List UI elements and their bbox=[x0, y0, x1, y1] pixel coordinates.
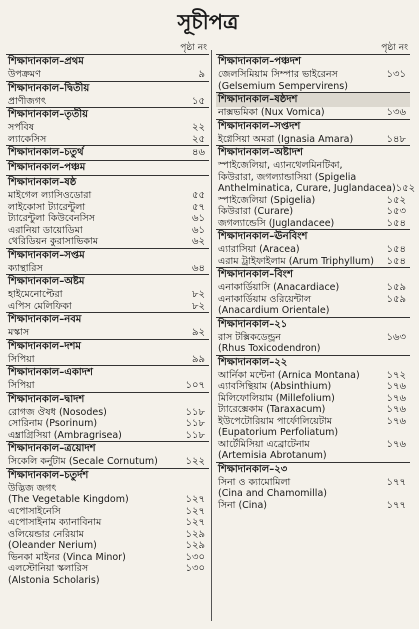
page-number: ১৩১ bbox=[386, 69, 406, 80]
entry-title: আর্টেমিসিয়া এব্রোটেনাম bbox=[218, 438, 310, 450]
toc-section-heading: শিক্ষাদানকাল–ঊনবিংশ bbox=[216, 229, 410, 244]
entry-title: সর্পবিষ bbox=[8, 122, 34, 133]
toc-section-heading: শিক্ষাদানকাল–২২ bbox=[216, 355, 410, 370]
toc-entry bbox=[216, 294, 410, 306]
toc-entry bbox=[216, 256, 410, 268]
toc-entry bbox=[6, 69, 209, 81]
entry-title: (Gelsemium Sempervirens) bbox=[218, 80, 348, 92]
toc-entry bbox=[216, 282, 410, 294]
page-number: ১৩০ bbox=[185, 563, 205, 574]
toc-entry bbox=[216, 218, 410, 230]
page-number: ১২৭ bbox=[185, 494, 205, 505]
toc-entry bbox=[6, 289, 209, 301]
section-title: শিক্ষাদানকাল–চতুর্থ bbox=[8, 147, 84, 158]
toc-entry bbox=[6, 563, 209, 575]
entry-title: (The Vegetable Kingdom) bbox=[8, 494, 129, 505]
page-number: ১৬৩ bbox=[386, 331, 406, 343]
toc-entry bbox=[216, 343, 410, 355]
toc-entry bbox=[216, 183, 416, 195]
toc-section-heading: শিক্ষাদানকাল–পঞ্চম bbox=[6, 160, 209, 175]
toc-entry bbox=[6, 483, 209, 495]
page-number: ৯৯ bbox=[192, 353, 205, 365]
toc-entry bbox=[216, 172, 410, 184]
toc-section-heading: শিক্ষাদানকাল–প্রথম bbox=[6, 54, 209, 69]
entry-title: ল্যাকেসিস bbox=[8, 133, 47, 145]
toc-entry bbox=[216, 160, 410, 172]
toc-section-heading: শিক্ষাদানকাল–দশম bbox=[6, 339, 209, 354]
toc-right-column bbox=[216, 43, 416, 511]
toc-entry bbox=[216, 134, 410, 146]
toc-entry bbox=[216, 488, 410, 500]
toc-entry bbox=[6, 96, 209, 108]
toc-section-heading: শিক্ষাদানকাল–বিংশ bbox=[216, 267, 410, 282]
toc-entry bbox=[216, 439, 410, 451]
toc-section-heading: শিক্ষাদানকাল–সপ্তদশ bbox=[216, 119, 410, 134]
toc-entry bbox=[6, 263, 209, 275]
page-number: ১৫২ bbox=[386, 194, 406, 206]
page-number: ১৭৬ bbox=[386, 381, 406, 392]
toc-entry bbox=[6, 190, 209, 202]
toc-section-heading: শিক্ষাদানকাল–তৃতীয় bbox=[6, 107, 209, 122]
toc-entry bbox=[6, 301, 209, 313]
page-number: ১৫৯ bbox=[386, 293, 406, 305]
entry-title: এপিস মেলিফিকা bbox=[8, 300, 72, 312]
page-number: ২২ bbox=[191, 122, 205, 133]
entry-title: এ্যারাসিয়া (Aracea) bbox=[218, 244, 300, 255]
entry-title: সিপিয়া bbox=[8, 353, 35, 365]
entry-title: (Oleander Nerium) bbox=[8, 540, 97, 551]
toc-entry bbox=[216, 69, 410, 81]
toc-section-heading: শিক্ষাদানকাল–পঞ্চদশ bbox=[216, 54, 410, 69]
page-number: ১৫৯ bbox=[386, 282, 406, 293]
page-number: ১৫৪ bbox=[386, 244, 406, 255]
page-number: ১৫৩ bbox=[386, 206, 406, 217]
page-number: ১৭৬ bbox=[386, 415, 406, 427]
page-number: ১৫ bbox=[192, 95, 205, 107]
entry-title: স্পাইজেলিয়া (Spigelia) bbox=[218, 194, 316, 206]
page-number: ১৫২ bbox=[395, 183, 416, 194]
page-number: ১২৭ bbox=[185, 517, 205, 528]
toc-entry bbox=[6, 418, 209, 430]
toc-entry bbox=[6, 354, 209, 366]
entry-title: সিপিয়া bbox=[8, 380, 35, 391]
toc-entry bbox=[216, 477, 410, 489]
toc-entry bbox=[216, 332, 410, 344]
toc-entry bbox=[6, 456, 209, 468]
entry-title: ট্যারেক্সেকাম (Taraxacum) bbox=[218, 404, 326, 415]
toc-entry bbox=[6, 494, 209, 506]
toc-entry bbox=[216, 450, 410, 462]
toc-entry bbox=[216, 427, 410, 439]
entry-title: ইগ্নেসিয়া অমরা (Ignasia Amara) bbox=[218, 133, 354, 145]
toc-entry bbox=[216, 381, 410, 393]
page-number: ১৭৬ bbox=[386, 438, 406, 450]
entry-title: জেলসিমিয়াম সিম্পার ভাইরেনস bbox=[218, 69, 338, 80]
page-number: ১১৮ bbox=[185, 406, 205, 418]
toc-section-heading: শিক্ষাদানকাল–২১ bbox=[216, 317, 410, 332]
entry-title: Anthelminatica, Curare, Juglandacea) bbox=[218, 183, 396, 194]
toc-section-heading: শিক্ষাদানকাল–দ্বাদশ bbox=[6, 392, 209, 407]
entry-title: স্পাইজেলিয়া, এ্যানথেলমিনটিকা, bbox=[218, 160, 343, 171]
toc-section-heading: শিক্ষাদানকাল–ত্রয়োদশ bbox=[6, 441, 209, 456]
page-number: ৫৭ bbox=[192, 201, 205, 213]
page-number-header: পৃষ্ঠা নং bbox=[180, 43, 207, 53]
entry-title: মাইগেল ল্যাসিওডোরা bbox=[8, 190, 92, 201]
page-number: ১২২ bbox=[185, 456, 205, 467]
toc-section-heading: শিক্ষাদানকাল–চতুর্দশ bbox=[6, 468, 209, 483]
page-number: ৫৫ bbox=[192, 190, 205, 201]
toc-entry bbox=[6, 517, 209, 529]
entry-title: সিনা (Cina) bbox=[218, 499, 267, 511]
toc-entry bbox=[216, 195, 410, 207]
entry-title: (Alstonia Scholaris) bbox=[8, 574, 100, 586]
entry-title: নাক্সভমিকা (Nux Vomica) bbox=[218, 107, 325, 118]
entry-title: এরানিয়া ডায়োডিমা bbox=[8, 224, 83, 236]
toc-entry bbox=[6, 529, 209, 541]
page-number: ১৩০ bbox=[185, 551, 205, 563]
entry-title: ক্যান্থারিস bbox=[8, 262, 43, 274]
entry-title: (Eupatorium Perfoliatum) bbox=[218, 427, 339, 438]
page-number: ৪৬ bbox=[192, 147, 205, 158]
entry-title: এলস্টোনিয়া স্কলারিস bbox=[8, 563, 89, 574]
entry-title: কিউরারা, জগল্যান্ডাসিয়া (Spigelia bbox=[218, 171, 357, 183]
toc-entry bbox=[6, 407, 209, 419]
entry-title: মস্কাস bbox=[8, 327, 30, 338]
page-number: ১২৯ bbox=[185, 528, 205, 540]
toc-section-heading: শিক্ষাদানকাল–ষষ্ঠদশ bbox=[216, 92, 410, 107]
toc-left-column bbox=[6, 44, 209, 586]
entry-title: এম্ব্রাগ্রিসিয়া (Ambragrisea) bbox=[8, 429, 122, 441]
page-number: ৬১ bbox=[192, 224, 205, 236]
toc-section-heading: শিক্ষাদানকাল–২৩ bbox=[216, 462, 410, 477]
toc-entry bbox=[6, 380, 209, 392]
toc-entry bbox=[6, 552, 209, 564]
column-divider bbox=[211, 50, 212, 621]
toc-entry bbox=[6, 202, 209, 214]
toc-entry bbox=[6, 327, 209, 339]
toc-entry bbox=[216, 206, 410, 218]
toc-entry bbox=[216, 500, 410, 512]
entry-title: মিলিফোলিয়াম (Millefolium) bbox=[218, 392, 335, 404]
entry-title: এপোসাইনাম ক্যানাবিনাম bbox=[8, 517, 102, 528]
entry-title: ভিনকা মাইনর (Vinca Minor) bbox=[8, 551, 126, 563]
entry-title: (Anacardium Orientale) bbox=[218, 305, 330, 316]
entry-title: সিনা ও ক্যামোমিলা bbox=[218, 476, 291, 488]
toc-entry bbox=[6, 236, 209, 248]
entry-title: (Rhus Toxicodendron) bbox=[218, 343, 321, 354]
entry-title: এরাম ট্রাইফাইলাম (Arum Triphyllum) bbox=[218, 255, 375, 267]
page-number: ৯২ bbox=[192, 327, 205, 338]
page-number: ১৭২ bbox=[386, 369, 406, 381]
toc-entry bbox=[216, 393, 410, 405]
toc-section-heading: শিক্ষাদানকাল–নবম bbox=[6, 312, 209, 327]
toc-entry bbox=[6, 213, 209, 225]
entry-title: সিকেলি কর্নুটাম (Secale Cornutum) bbox=[8, 456, 158, 467]
page-number: ১৫৪ bbox=[386, 217, 406, 229]
entry-title: রাস টক্সিকডেন্ড্রন bbox=[218, 331, 281, 343]
toc-section-heading: শিক্ষাদানকাল–ষষ্ঠ bbox=[6, 175, 209, 190]
entry-title: কিউরারা (Curare) bbox=[218, 206, 294, 217]
entry-title: থেরিডিয়ন কুরাসাভিকাম bbox=[8, 236, 99, 247]
toc-entry bbox=[6, 540, 209, 552]
entry-title: (Cina and Chamomilla) bbox=[218, 488, 327, 499]
entry-title: ট্যারেন্টুলা কিউবেনসিস bbox=[8, 213, 95, 224]
page-number: ৬১ bbox=[192, 213, 205, 224]
entry-title: (Artemisia Abrotanum) bbox=[218, 450, 327, 461]
entry-title: উদ্ভিজ জগৎ bbox=[8, 482, 57, 494]
toc-entry bbox=[216, 370, 410, 382]
toc-section-heading bbox=[6, 145, 209, 160]
page-number: ১১৮ bbox=[185, 429, 205, 441]
entry-title: প্রাণীজগৎ bbox=[8, 95, 47, 107]
entry-title: সোরিনাম (Psorinum) bbox=[8, 418, 98, 429]
toc-entry bbox=[6, 575, 209, 587]
toc-entry bbox=[6, 506, 209, 518]
page-number: ১২৭ bbox=[185, 505, 205, 517]
entry-title: এনাকার্ডিয়াম ওরিয়েন্টাল bbox=[218, 293, 312, 305]
toc-entry bbox=[216, 305, 410, 317]
toc-section-heading: শিক্ষাদানকাল–দ্বিতীয় bbox=[6, 81, 209, 96]
entry-title: লাইকোসা ট্যারেন্টুলা bbox=[8, 201, 86, 213]
entry-title: হাইমেনোপ্টেরা bbox=[8, 289, 63, 300]
entry-title: ওলিয়েন্ডার নেরিয়াম bbox=[8, 528, 84, 540]
page-number: ১২৯ bbox=[185, 540, 205, 551]
toc-section-heading: শিক্ষাদানকাল–অষ্টম bbox=[6, 274, 209, 289]
entry-title: জগল্যান্ডেসি (Juglandacee) bbox=[218, 217, 335, 229]
toc-section-heading: শিক্ষাদানকাল–একাদশ bbox=[6, 365, 209, 380]
toc-entry bbox=[216, 244, 410, 256]
toc-entry bbox=[216, 107, 410, 119]
toc-entry bbox=[6, 225, 209, 237]
page-number: ৬২ bbox=[191, 236, 205, 247]
toc-entry bbox=[216, 404, 410, 416]
page-number: ৮২ bbox=[192, 289, 205, 300]
page-number: ১১৮ bbox=[185, 418, 205, 429]
page-title: সূচীপত্র bbox=[177, 9, 239, 34]
page-number: ১৫৪ bbox=[386, 255, 406, 267]
page-number: ৮২ bbox=[192, 300, 205, 312]
page-number-header: পৃষ্ঠা নং bbox=[381, 43, 408, 53]
toc-section-heading: শিক্ষাদানকাল–সপ্তম bbox=[6, 248, 209, 263]
page-number: ৯ bbox=[198, 69, 205, 80]
entry-title: এপোসাইনেসি bbox=[8, 505, 61, 517]
entry-title: এ্যাবসিন্থিয়াম (Absinthium) bbox=[218, 381, 332, 392]
page-number: ১৭৬ bbox=[386, 404, 406, 415]
toc-entry bbox=[6, 134, 209, 146]
page-number: ১৭৭ bbox=[386, 476, 406, 488]
entry-title: ইউপেটোরিয়াম পার্ফোলিয়েটাম bbox=[218, 415, 333, 427]
toc-entry bbox=[216, 416, 410, 428]
page-number: ১৭৬ bbox=[386, 392, 406, 404]
page-number: ২৫ bbox=[192, 133, 205, 145]
entry-title: রোগজ ঔষধ (Nosodes) bbox=[8, 406, 107, 418]
toc-entry bbox=[6, 430, 209, 442]
toc-entry bbox=[216, 81, 410, 93]
page-number: ১৪৮ bbox=[386, 133, 406, 145]
toc-entry bbox=[6, 122, 209, 134]
page-number: ১৩৬ bbox=[386, 107, 406, 118]
entry-title: উপক্রমণ bbox=[8, 69, 41, 80]
entry-title: এনাকার্ডিয়াসি (Anacardiace) bbox=[218, 282, 340, 293]
page-number: ৬৪ bbox=[192, 262, 205, 274]
entry-title: আর্নিকা মন্টেনা (Arnica Montana) bbox=[218, 369, 360, 381]
page-number: ১০৭ bbox=[185, 380, 205, 391]
toc-section-heading: শিক্ষাদানকাল–অষ্টাদশ bbox=[216, 145, 410, 160]
page-number: ১৭৭ bbox=[386, 499, 406, 511]
